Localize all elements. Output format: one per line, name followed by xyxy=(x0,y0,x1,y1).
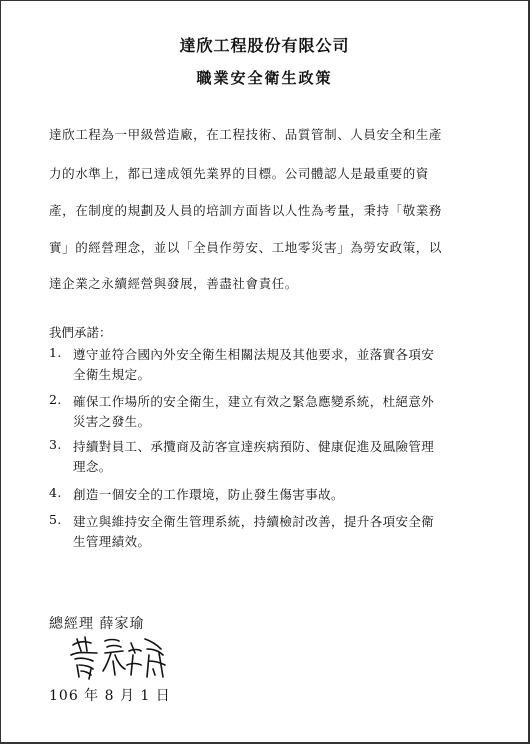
signer-title-name: 總經理 薛家瑜 xyxy=(49,616,145,632)
policy-title: 職業安全衛生政策 xyxy=(196,69,333,87)
list-item xyxy=(49,512,434,552)
handwritten-signature xyxy=(69,631,179,681)
intro-line: 實」的經營理念，並以「全員作勞安、工地零災害」為勞安政策，以 xyxy=(49,240,443,255)
item-text: 創造一個安全的工作環境，防止發生傷害事故。 xyxy=(73,487,344,502)
item-text: 生管理績效。 xyxy=(73,534,151,549)
item-text: 理念。 xyxy=(73,459,112,474)
item-number: 2. xyxy=(49,392,62,407)
list-item xyxy=(49,345,434,385)
item-number: 5. xyxy=(49,512,62,527)
item-number: 1. xyxy=(49,345,62,360)
list-item xyxy=(49,437,434,477)
item-number: 4. xyxy=(49,485,62,500)
intro-line: 達企業之永續經營與發展，善盡社會責任。 xyxy=(49,276,298,291)
issue-date: 106 年 8 月 1 日 xyxy=(49,688,171,704)
intro-line: 產，在制度的規劃及人員的培訓方面皆以人性為考量，秉持「敬業務 xyxy=(49,203,443,218)
item-number: 3. xyxy=(49,437,62,452)
list-item xyxy=(49,392,434,432)
list-item xyxy=(49,485,344,505)
company-name: 達欣工程股份有限公司 xyxy=(179,36,350,55)
item-text: 持續對員工、承攬商及訪客宣達疾病預防、健康促進及風險管理 xyxy=(73,439,435,454)
intro-line: 達欣工程為一甲級營造廠，在工程技術、品質管制、人員安全和生產 xyxy=(49,127,443,142)
item-text: 遵守並符合國內外安全衛生相關法規及其他要求，並落實各項安 xyxy=(73,347,435,362)
item-text: 災害之發生。 xyxy=(73,414,151,429)
intro-line: 力的水準上，都已達成領先業界的目標。公司體認人是最重要的資 xyxy=(49,166,429,181)
item-text: 確保工作場所的安全衛生，建立有效之緊急應變系統，杜絕意外 xyxy=(73,394,435,409)
item-text: 全衛生規定。 xyxy=(73,367,151,382)
item-text: 建立與維持安全衛生管理系統，持續檢討改善，提升各項安全衛 xyxy=(73,514,435,529)
promise-heading: 我們承諾： xyxy=(49,325,112,340)
